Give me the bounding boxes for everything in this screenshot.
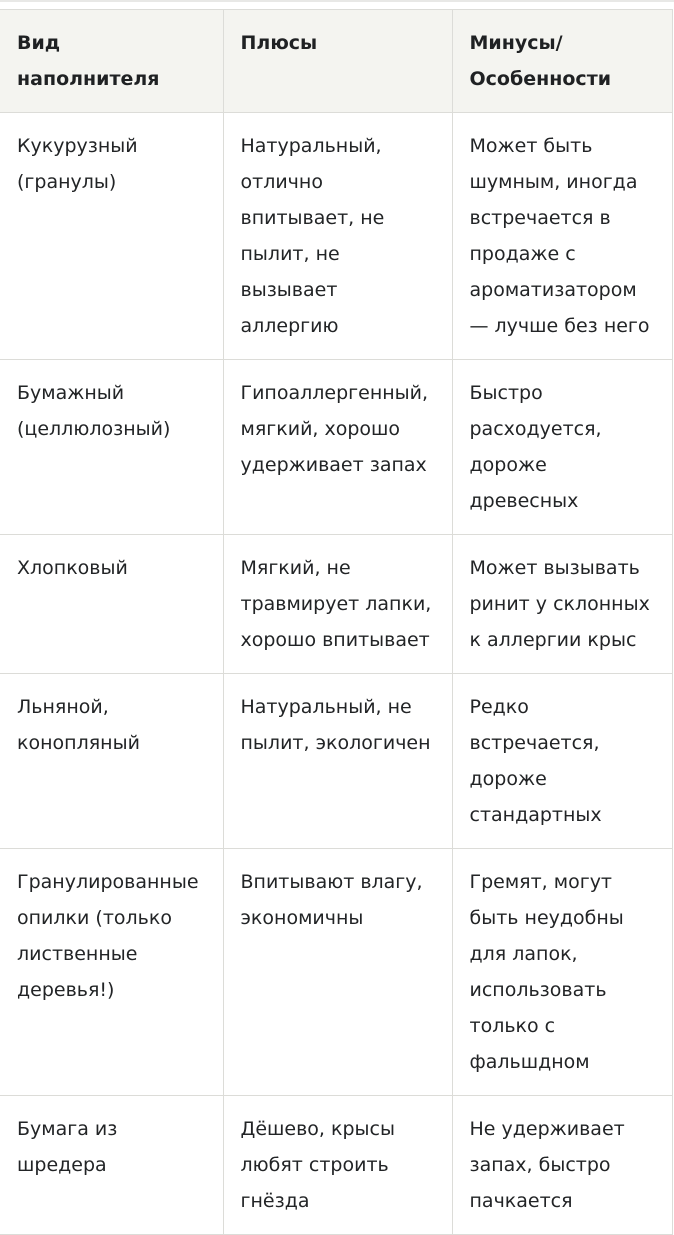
cell-filler-type: Кукурузный (гранулы) [0,113,223,360]
table-row [0,113,672,360]
cell-cons: Быстро расходуется, дороже древесных [452,360,672,535]
table-row [0,535,672,674]
filler-comparison-table [0,9,673,1235]
cell-filler-type: Льняной, конопляный [0,674,223,849]
cell-pros: Натуральный, не пылит, экологичен [223,674,452,849]
cell-filler-type: Хлопковый [0,535,223,674]
cell-cons: Не удерживает запах, быстро пачкается [452,1096,672,1235]
table-header-row [0,10,672,113]
cell-filler-type: Бумага из шредера [0,1096,223,1235]
cell-cons: Может вызывать ринит у склонных к аллергии крыс [452,535,672,674]
header-filler-type: Вид наполнителя [0,10,223,113]
table-row [0,360,672,535]
header-cons: Минусы/ Особенности [452,10,672,113]
filler-comparison-table-wrapper [0,9,672,1235]
cell-cons: Гремят, могут быть неудобны для лапок, использовать только с фальшдном [452,849,672,1096]
top-divider [0,0,674,2]
cell-pros: Впитывают влагу, экономичны [223,849,452,1096]
cell-cons: Может быть шумным, иногда встречается в продаже с ароматизатором — лучше без него [452,113,672,360]
cell-pros: Натуральный, отлично впитывает, не пылит, не вызывает аллергию [223,113,452,360]
cell-pros: Мягкий, не травмирует лапки, хорошо впитывает [223,535,452,674]
table-row [0,674,672,849]
cell-cons: Редко встречается, дороже стандартных [452,674,672,849]
cell-pros: Гипоаллергенный, мягкий, хорошо удерживает запах [223,360,452,535]
table-row [0,849,672,1096]
cell-filler-type: Гранулированные опилки (только лиственные деревья!) [0,849,223,1096]
cell-filler-type: Бумажный (целлюлозный) [0,360,223,535]
cell-pros: Дёшево, крысы любят строить гнёзда [223,1096,452,1235]
table-row [0,1096,672,1235]
header-pros: Плюсы [223,10,452,113]
